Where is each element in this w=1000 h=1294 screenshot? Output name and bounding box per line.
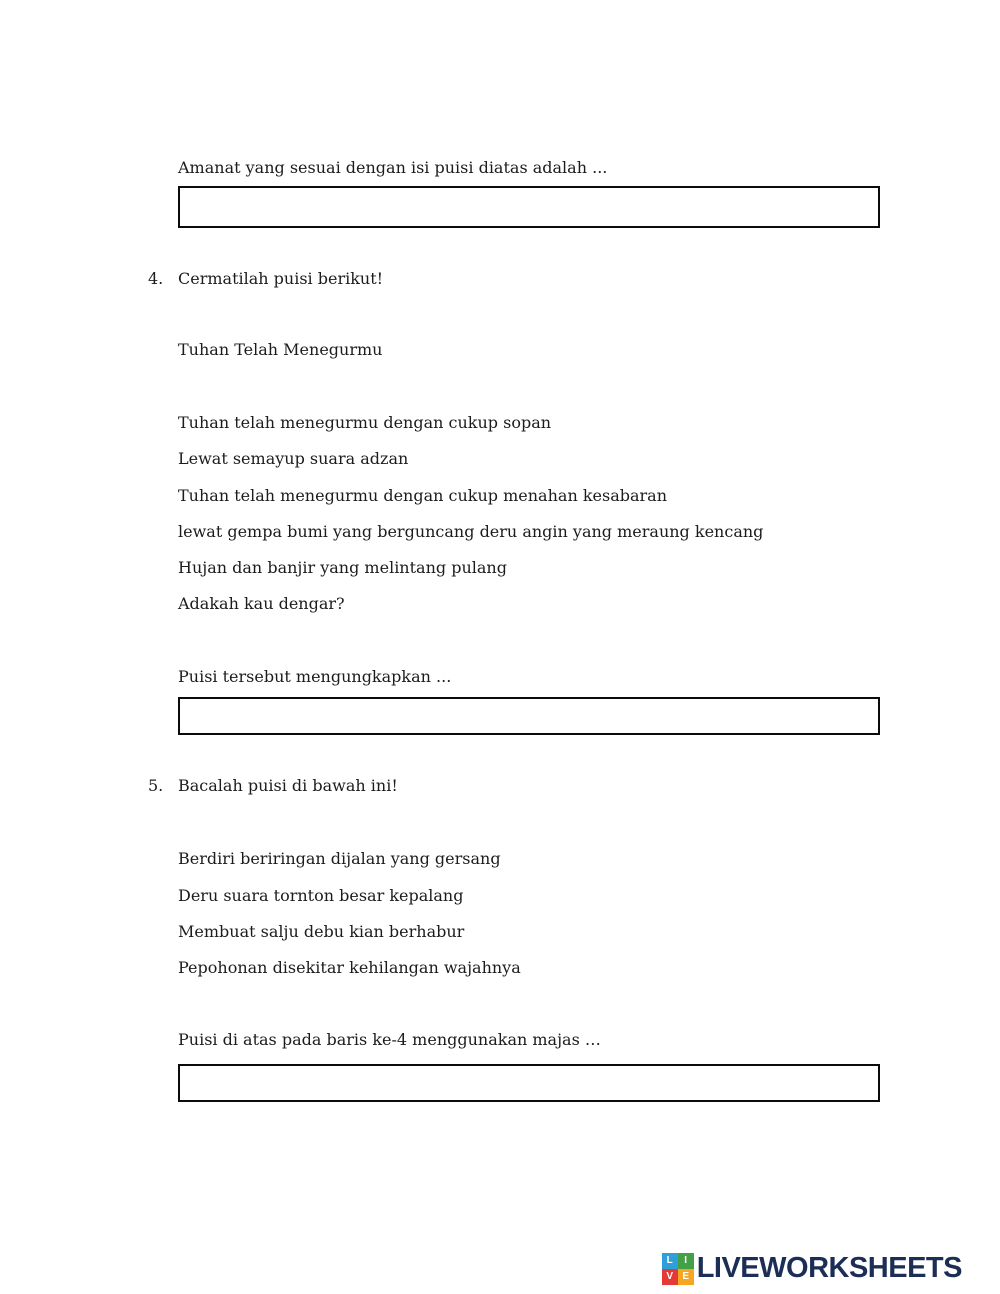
question5-number: 5.	[148, 776, 164, 795]
question3-answer-input[interactable]	[178, 186, 880, 228]
question4-instruction: Cermatilah puisi berikut!	[178, 269, 384, 288]
question4-poem-line: Tuhan telah menegurmu dengan cukup sopan	[178, 413, 552, 432]
question5-poem-line: Berdiri beriringan dijalan yang gersang	[178, 849, 501, 868]
question4-poem-line: Lewat semayup suara adzan	[178, 449, 409, 468]
question5-answer-input[interactable]	[178, 1064, 880, 1102]
question5-poem-line: Membuat salju debu kian berhabur	[178, 922, 465, 941]
liveworksheets-logo-icon	[662, 1253, 694, 1285]
question5-instruction: Bacalah puisi di bawah ini!	[178, 776, 398, 795]
logo-cell-v: V	[662, 1269, 678, 1285]
question4-poem-line: Hujan dan banjir yang melintang pulang	[178, 558, 507, 577]
liveworksheets-brand-text: LIVEWORKSHEETS	[696, 1252, 962, 1284]
logo-cell-l: L	[662, 1253, 678, 1269]
question4-number: 4.	[148, 269, 164, 288]
question5-poem-line: Pepohonan disekitar kehilangan wajahnya	[178, 958, 521, 977]
question4-poem-line: lewat gempa bumi yang berguncang deru angin yang meraung kencang	[178, 522, 764, 541]
question4-answer-input[interactable]	[178, 697, 880, 735]
question5-poem-line: Deru suara tornton besar kepalang	[178, 886, 464, 905]
question3-prompt: Amanat yang sesuai dengan isi puisi diatas adalah ...	[178, 158, 608, 177]
question4-poem-line: Tuhan telah menegurmu dengan cukup menahan kesabaran	[178, 486, 668, 505]
liveworksheets-footer	[662, 1252, 962, 1285]
question4-poem-title: Tuhan Telah Menegurmu	[178, 340, 383, 359]
question4-prompt: Puisi tersebut mengungkapkan ...	[178, 667, 452, 686]
logo-cell-i: I	[678, 1253, 694, 1269]
question5-prompt: Puisi di atas pada baris ke-4 menggunakan majas …	[178, 1030, 601, 1049]
logo-cell-e: E	[678, 1269, 694, 1285]
question4-poem-line: Adakah kau dengar?	[178, 594, 345, 613]
